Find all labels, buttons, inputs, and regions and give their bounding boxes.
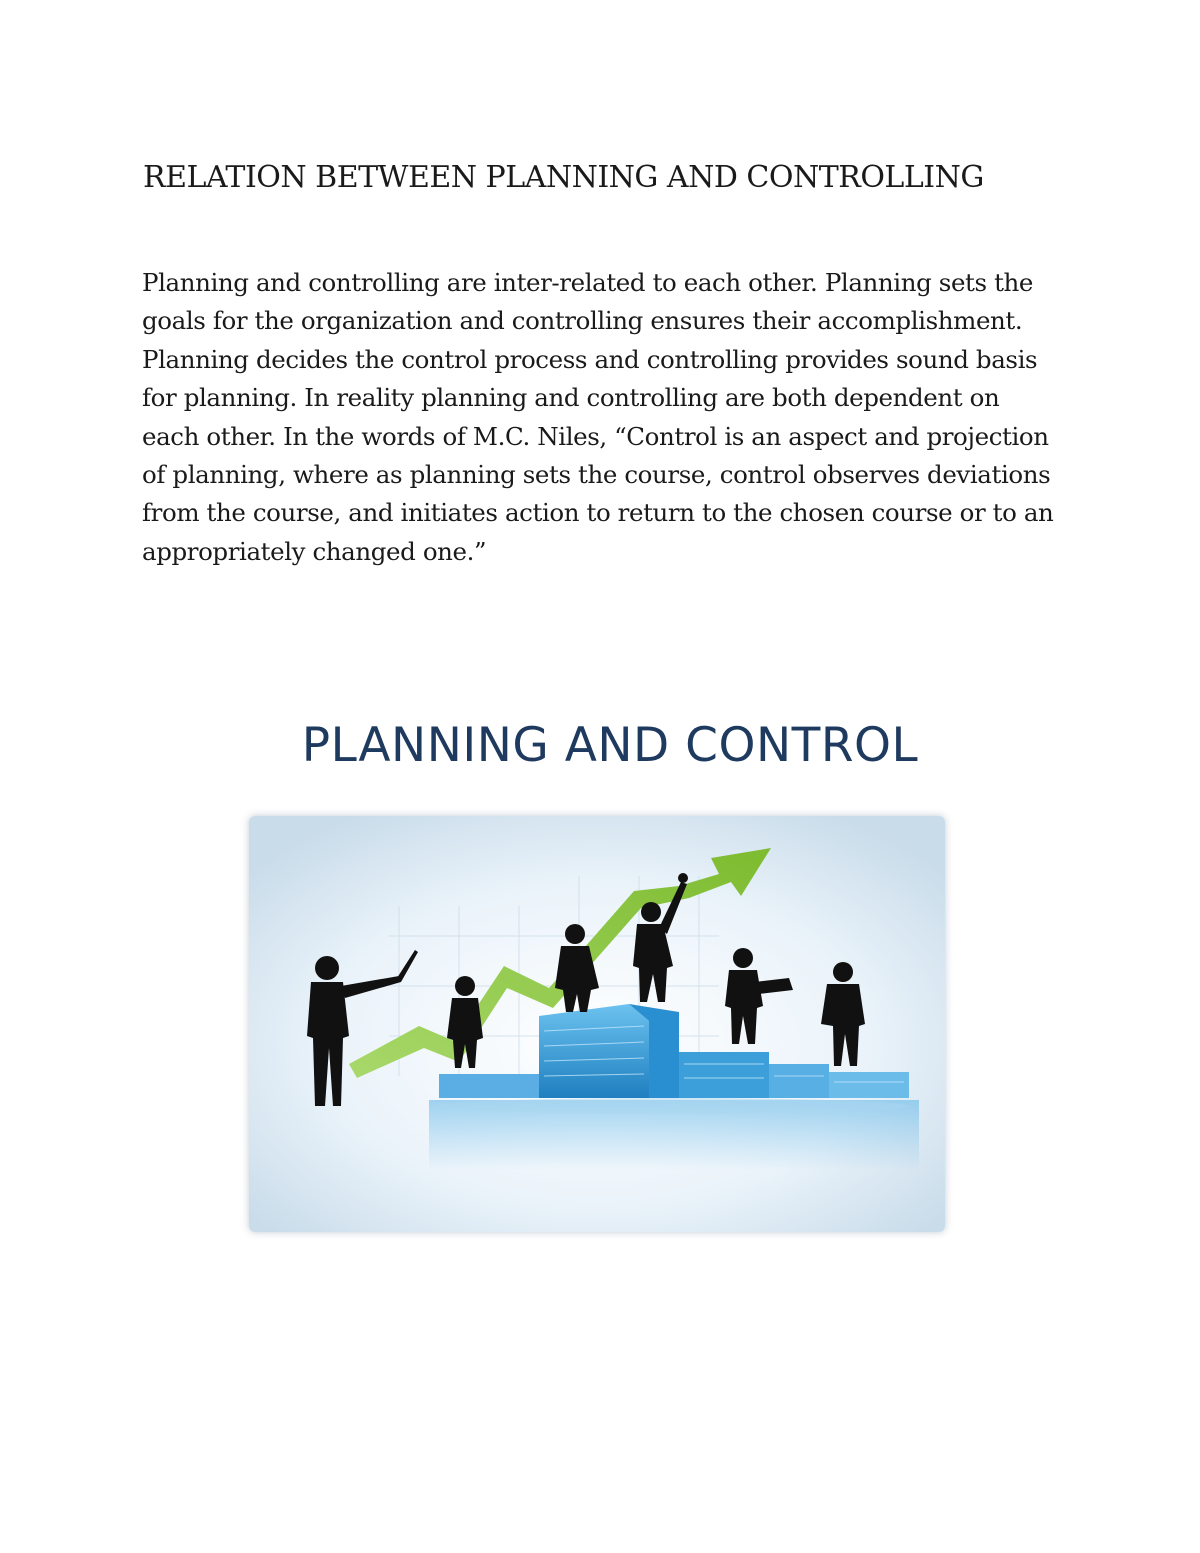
body-paragraph: Planning and controlling are inter-related to each other. Planning sets the goals for the organization and controlling ensures their accomplishment. Planning decides the control process and controlling provides sound basis for planning. In reality planning and controlling are both dependent on each other. In the words of M.C. Niles, “Control is an aspect and projection of planning, where as planning sets the course, control observes deviations from the course, and initiates action to return to the chosen course or to an appropriately changed one.” [142,268,1054,566]
planning-control-illustration [249,816,945,1232]
business-growth-image [249,816,945,1232]
document-title: RELATION BETWEEN PLANNING AND CONTROLLING [143,160,984,196]
figure-heading: PLANNING AND CONTROL [301,718,919,773]
